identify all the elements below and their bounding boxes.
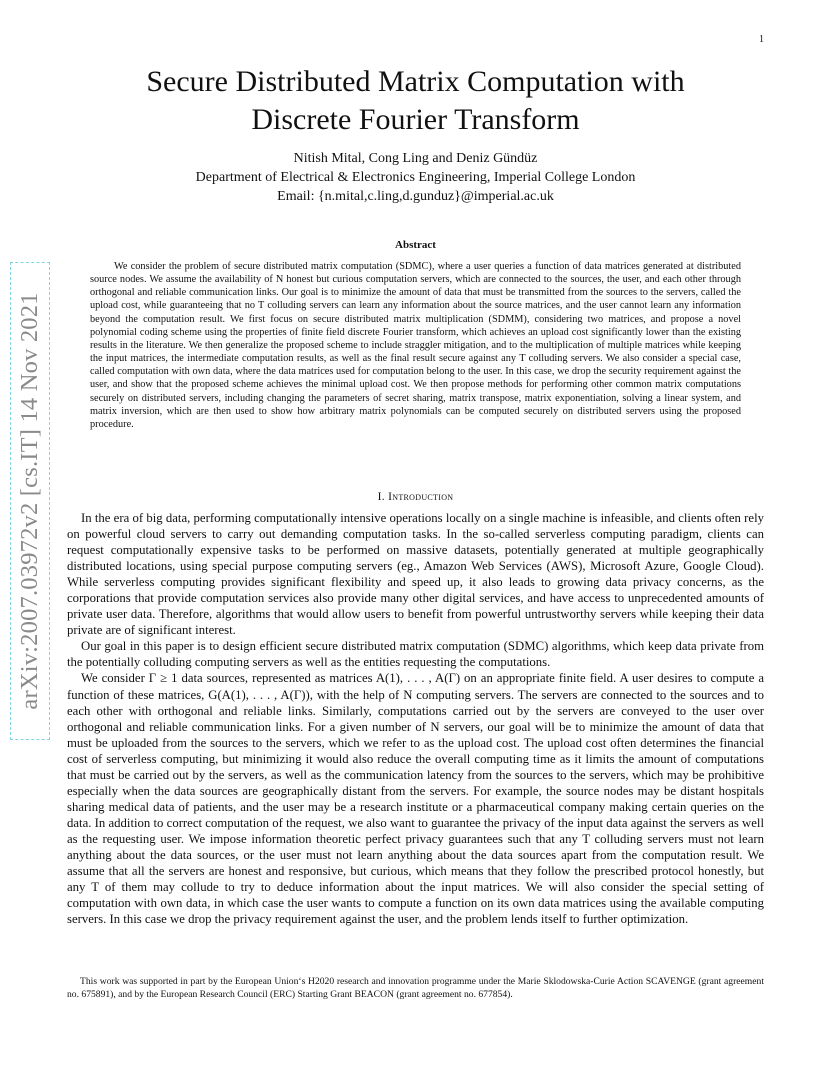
section-heading	[67, 491, 764, 503]
intro-paragraph-2: Our goal in this paper is to design efficient secure distributed matrix computation (SDMC) algorithms, which keep data private from the potentially colluding computing servers as well as the entities requesting the computations.	[67, 639, 764, 670]
section-number: I.	[377, 491, 385, 503]
paper-title	[67, 63, 764, 139]
title-line-1: Secure Distributed Matrix Computation with	[146, 65, 685, 98]
title-line-2: Discrete Fourier Transform	[251, 103, 580, 136]
abstract-heading: Abstract	[395, 239, 436, 251]
funding-footnote: This work was supported in part by the European Union‘s H2020 research and innovation programme under the Marie Sklodowska-Curie Action SCAVENGE (grant agreement no. 675891), and by the European Research Council (ERC) Starting Grant BEACON (grant agreement no. 677854).	[67, 976, 764, 1000]
arxiv-stamp	[10, 262, 50, 740]
introduction-body	[67, 510, 764, 927]
intro-paragraph-3: We consider Γ ≥ 1 data sources, represented as matrices A(1), . . . , A(Γ) on an appropriate finite field. A user desires to compute a function of these matrices, G(A(1), . . . , A(Γ)), with the help of N computing servers. The servers are connected to the sources and to each other with orthogonal and reliable links. Similarly, computations carried out by the servers are conveyed to the user over orthogonal and reliable communication links. For a given number of N servers, our goal will be to minimize the amount of data that must be uploaded from the sources to the servers, which we refer to as the upload cost. The upload cost often determines the financial cost of serverless computing, but minimizing it would also reduce the overall computing time as it limits the amount of computations that must be carried out by the servers, as well as the communication latency from the sources to the servers, which may be prohibitive especially when the data sources are geographically distant from the servers. For example, the source nodes may be distant hospitals sharing medical data of patients, and the user may be a research institute or a pharmaceutical company making certain queries on the data. In addition to correct computation of the request, we also want to guarantee the privacy of the input data against the servers as well as the requesting user. We impose information theoretic perfect privacy guarantees such that any T colluding servers must not learn anything about the data sources, or the user must not learn anything about the data sources apart from the computation result. We assume that all the servers are honest and responsive, but curious, which means that they follow the prescribed protocol honestly, but any T of them may collude to try to deduce information about the input matrices. We will also consider the special setting of computation with own data, in which case the user wants to compute a function on its own data matrices using the available computing servers. In this case we drop the privacy requirement against the user, and the problem lends itself to further optimization.	[67, 671, 764, 927]
intro-paragraph-1: In the era of big data, performing computationally intensive operations locally on a single machine is infeasible, and clients often rely on powerful cloud servers to carry out demanding computation tasks. In the so-called serverless computing paradigm, clients can request computationally expensive tasks to be performed on massive datasets, potentially generated at multiple geographically distributed locations, using special purpose computing servers (eg., Amazon Web Services (AWS), Microsoft Azure, Google Cloud). While serverless computing provides significant flexibility and speed up, it also leads to growing data privacy concerns, as the corporations that provide computation services also provide many other digital services, and have access to unprecedented amounts of private user data. Therefore, algorithms that would allow users to benefit from powerful untrustworthy servers while keeping their data private are of significant interest.	[67, 511, 764, 638]
author-names: Nitish Mital, Cong Ling and Deniz Gündüz	[293, 151, 538, 166]
author-block	[67, 149, 764, 206]
abstract-text: We consider the problem of secure distributed matrix computation (SDMC), where a user queries a function of data matrices generated at distributed source nodes. We assume the availability of N honest but curious computation servers, which are connected to the sources, the user, and each other through orthogonal and reliable communication links. Our goal is to minimize the amount of data that must be transmitted from the sources to the servers, called the upload cost, while guaranteeing that no T colluding servers can learn any information about the source matrices, and the user cannot learn any information beyond the computation result. We first focus on secure distributed matrix multiplication (SDMM), considering two matrices, and propose a novel polynomial coding scheme using the properties of finite field discrete Fourier transform, which achieves an upload cost significantly lower than the existing results in the literature. We then generalize the proposed scheme to include straggler mitigation, and to the multiplication of multiple matrices while keeping the input matrices, the intermediate computation results, as well as the final result secure against any T colluding servers. We also consider a special case, called computation with own data, where the data matrices used for computation belong to the user. In this case, we drop the security requirement against the user, and show that the proposed scheme achieves the minimal upload cost. We then propose methods for performing other common matrix computations securely on distributed servers, including changing the parameters of secret sharing, matrix transpose, matrix exponentiation, solving a linear system, and matrix inversion, which are then used to show how arbitrary matrix polynomials can be computed securely on distributed servers using the proposed procedure.	[90, 261, 741, 430]
arxiv-stamp-text: arXiv:2007.03972v2 [cs.IT] 14 Nov 2021	[16, 292, 43, 710]
author-affiliation: Department of Electrical & Electronics Engineering, Imperial College London	[195, 170, 636, 185]
section-title: Introduction	[388, 491, 454, 503]
author-email: Email: {n.mital,c.ling,d.gunduz}@imperial.ac.uk	[277, 189, 554, 204]
page-number: 1	[759, 34, 764, 45]
